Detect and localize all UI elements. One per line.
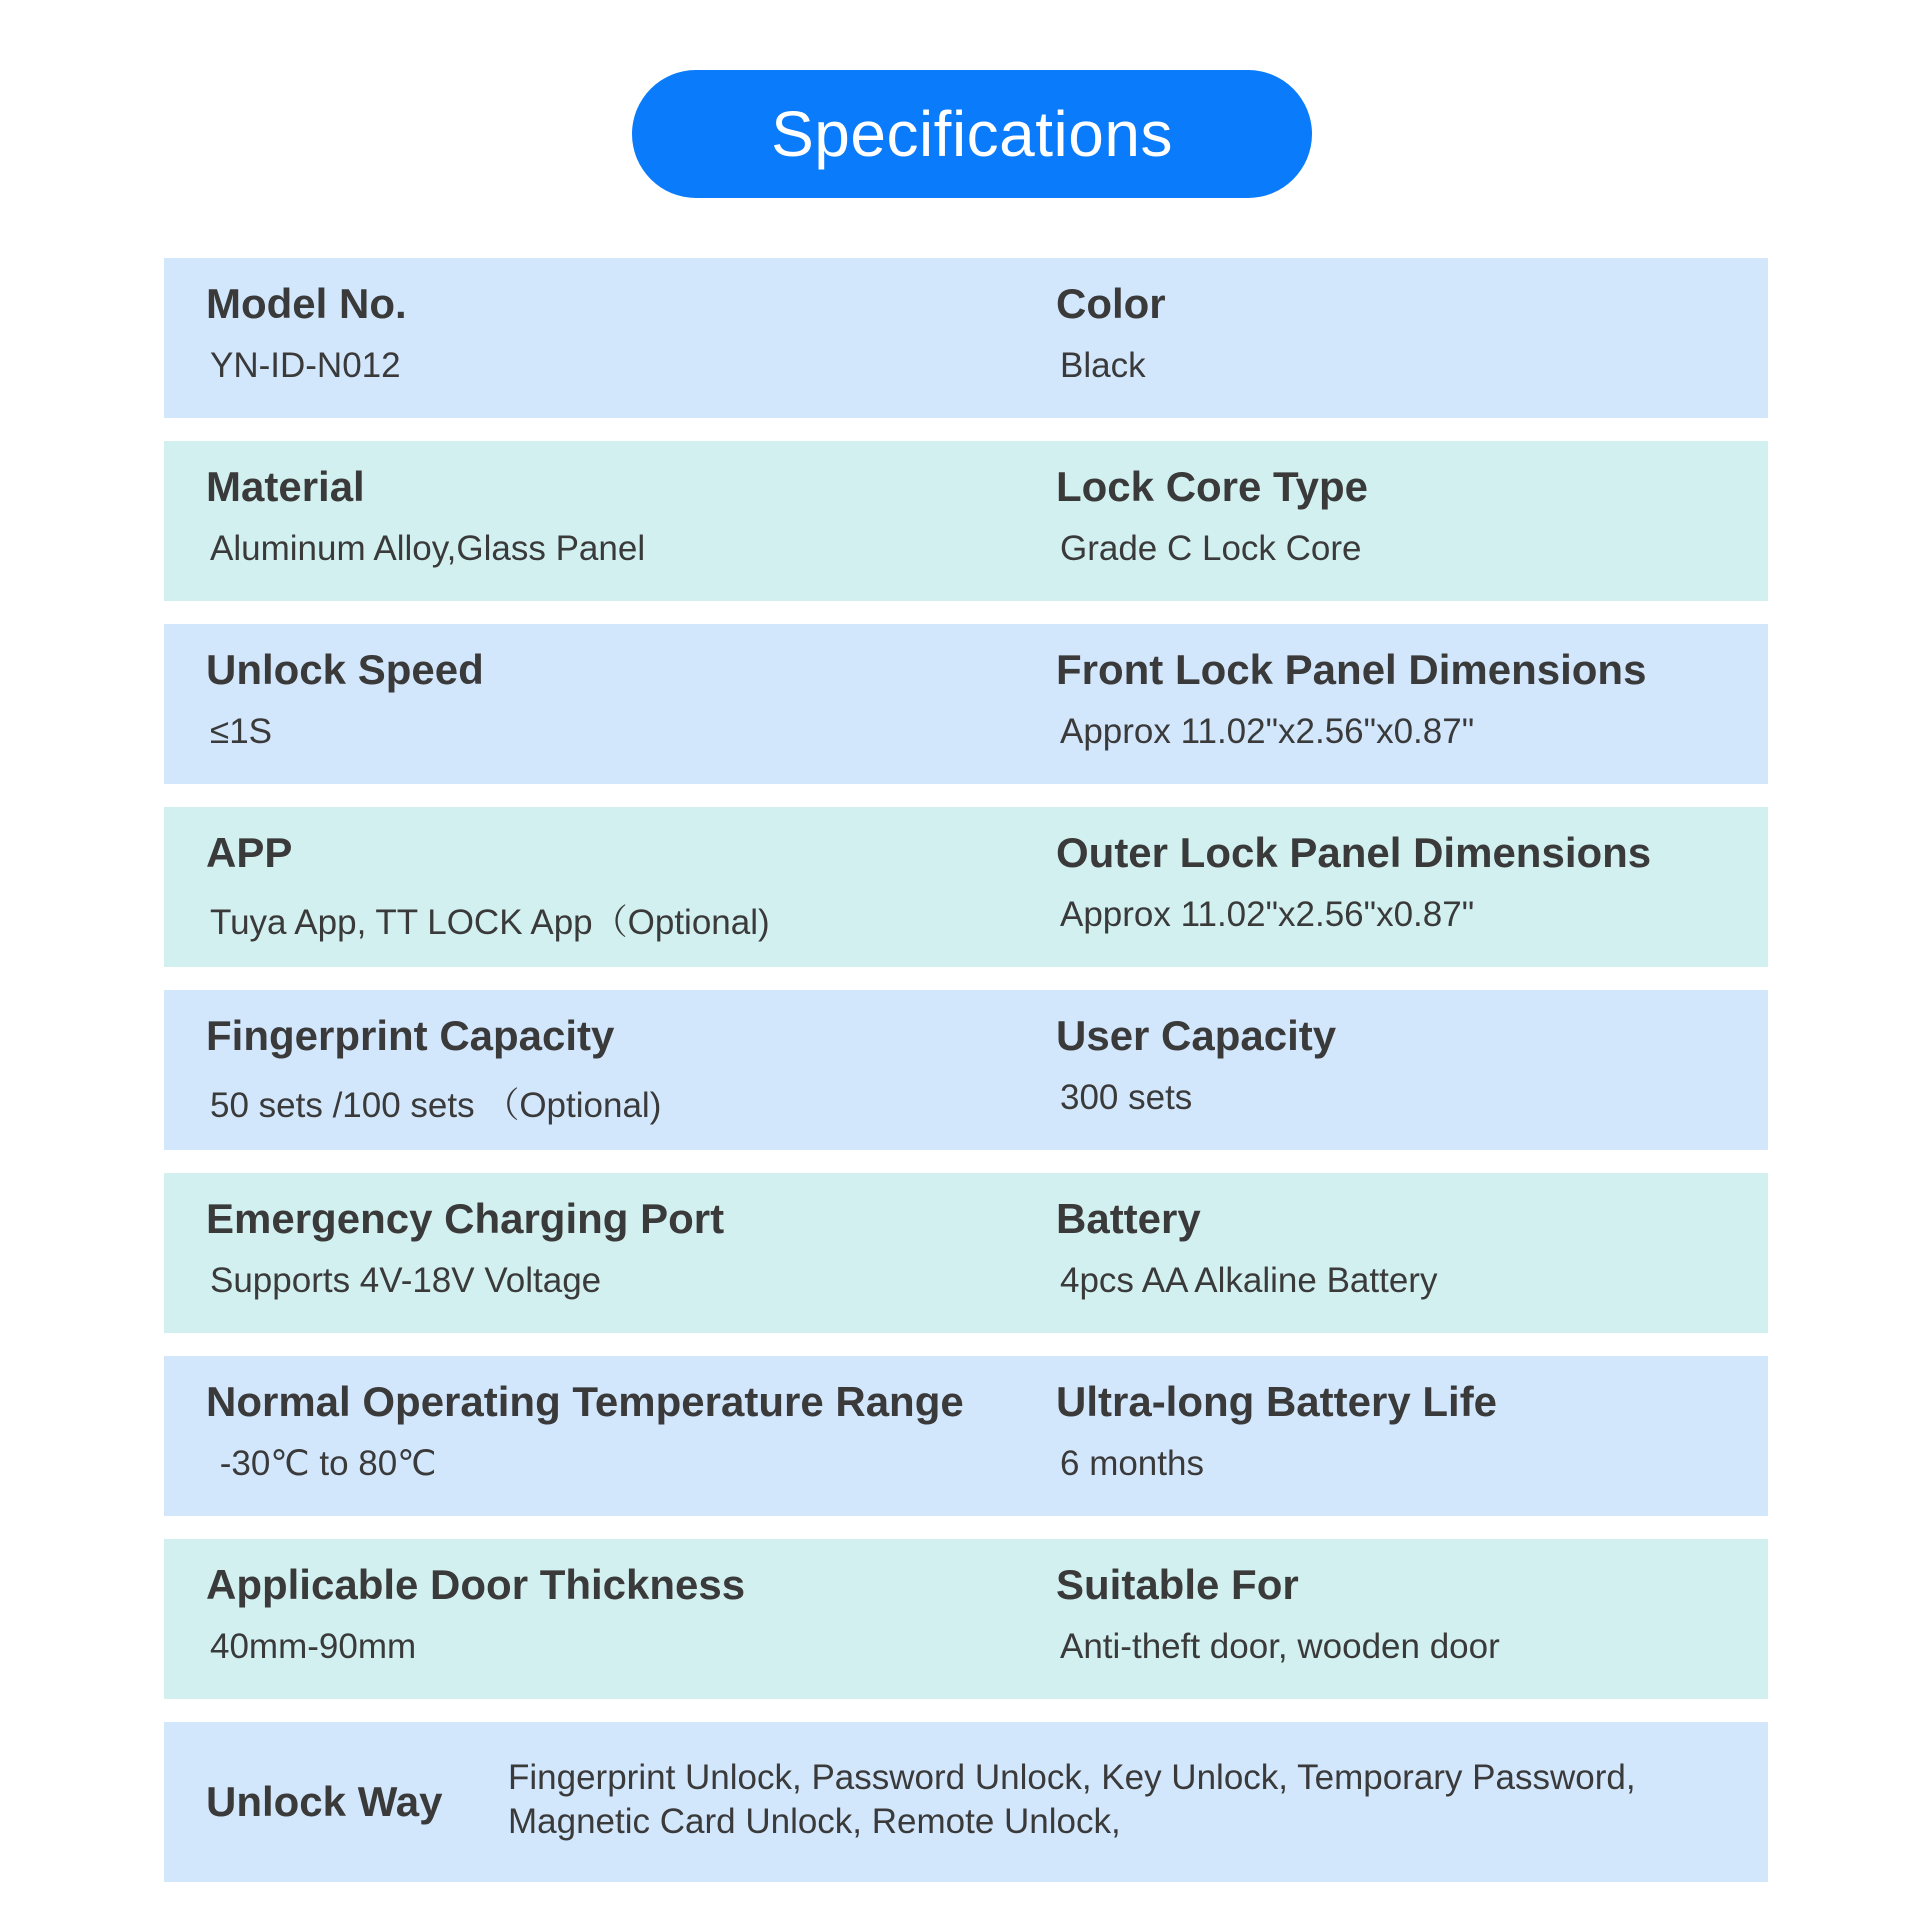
spec-value: -30℃ to 80℃ (210, 1444, 437, 1483)
spec-value (508, 1756, 1748, 1844)
page-title: Specifications (771, 98, 1173, 170)
spec-value: ≤1S (210, 712, 273, 751)
spec-row (164, 1356, 1768, 1516)
spec-value: 300 sets (1060, 1078, 1193, 1117)
spec-cell-model-no (206, 258, 1006, 418)
spec-list (164, 258, 1768, 1882)
spec-value: 4pcs AA Alkaline Battery (1060, 1261, 1438, 1300)
spec-value: YN-ID-N012 (210, 346, 401, 385)
spec-cell-suitable-for (1056, 1539, 1756, 1699)
spec-label: Applicable Door Thickness (206, 1561, 746, 1608)
spec-cell-battery-life (1056, 1356, 1756, 1516)
spec-value: Tuya App, TT LOCK App（Optional) (210, 903, 770, 942)
spec-label: Normal Operating Temperature Range (206, 1378, 964, 1425)
spec-row (164, 258, 1768, 418)
spec-label: APP (206, 829, 293, 876)
spec-cell-door-thickness (206, 1539, 1006, 1699)
spec-cell-lock-core-type (1056, 441, 1756, 601)
spec-label: Unlock Way (206, 1778, 443, 1825)
spec-row (164, 807, 1768, 967)
spec-cell-emergency-charging-port (206, 1173, 1006, 1333)
spec-value: 40mm-90mm (210, 1627, 417, 1666)
spec-row-unlock-way (164, 1722, 1768, 1882)
specifications-title-banner (632, 70, 1312, 198)
spec-label: Front Lock Panel Dimensions (1056, 646, 1647, 693)
spec-value: Grade C Lock Core (1060, 529, 1362, 568)
spec-row (164, 990, 1768, 1150)
spec-cell-front-panel-dimensions (1056, 624, 1756, 784)
spec-cell-user-capacity (1056, 990, 1756, 1150)
spec-label: Lock Core Type (1056, 463, 1368, 510)
spec-label: Unlock Speed (206, 646, 484, 693)
spec-value: Approx 11.02"x2.56"x0.87" (1060, 895, 1475, 934)
spec-cell-material (206, 441, 1006, 601)
spec-value: 50 sets /100 sets （Optional) (210, 1086, 662, 1125)
spec-cell-fingerprint-capacity (206, 990, 1006, 1150)
spec-row (164, 1173, 1768, 1333)
spec-label: User Capacity (1056, 1012, 1337, 1059)
spec-cell-operating-temperature (206, 1356, 1006, 1516)
spec-cell-color (1056, 258, 1756, 418)
unlock-way-line: Magnetic Card Unlock, Remote Unlock, (508, 1802, 1121, 1841)
spec-row (164, 624, 1768, 784)
spec-label: Ultra-long Battery Life (1056, 1378, 1498, 1425)
spec-label: Outer Lock Panel Dimensions (1056, 829, 1652, 876)
spec-cell-app (206, 807, 1006, 967)
spec-cell-unlock-speed (206, 624, 1006, 784)
spec-row (164, 441, 1768, 601)
spec-cell-battery (1056, 1173, 1756, 1333)
spec-label: Model No. (206, 280, 407, 327)
spec-label: Fingerprint Capacity (206, 1012, 615, 1059)
spec-label: Material (206, 463, 365, 510)
spec-label: Emergency Charging Port (206, 1195, 725, 1242)
spec-value: Aluminum Alloy,Glass Panel (210, 529, 646, 568)
unlock-way-line: Fingerprint Unlock, Password Unlock, Key Unlock, Temporary Password, (508, 1758, 1636, 1797)
spec-label: Suitable For (1056, 1561, 1299, 1608)
spec-cell-outer-panel-dimensions (1056, 807, 1756, 967)
spec-value: 6 months (1060, 1444, 1204, 1483)
spec-row (164, 1539, 1768, 1699)
spec-value: Anti-theft door, wooden door (1060, 1627, 1500, 1666)
spec-value: Supports 4V-18V Voltage (210, 1261, 602, 1300)
spec-value: Black (1060, 346, 1146, 385)
spec-value: Approx 11.02"x2.56"x0.87" (1060, 712, 1475, 751)
spec-label: Color (1056, 280, 1166, 327)
spec-label: Battery (1056, 1195, 1201, 1242)
